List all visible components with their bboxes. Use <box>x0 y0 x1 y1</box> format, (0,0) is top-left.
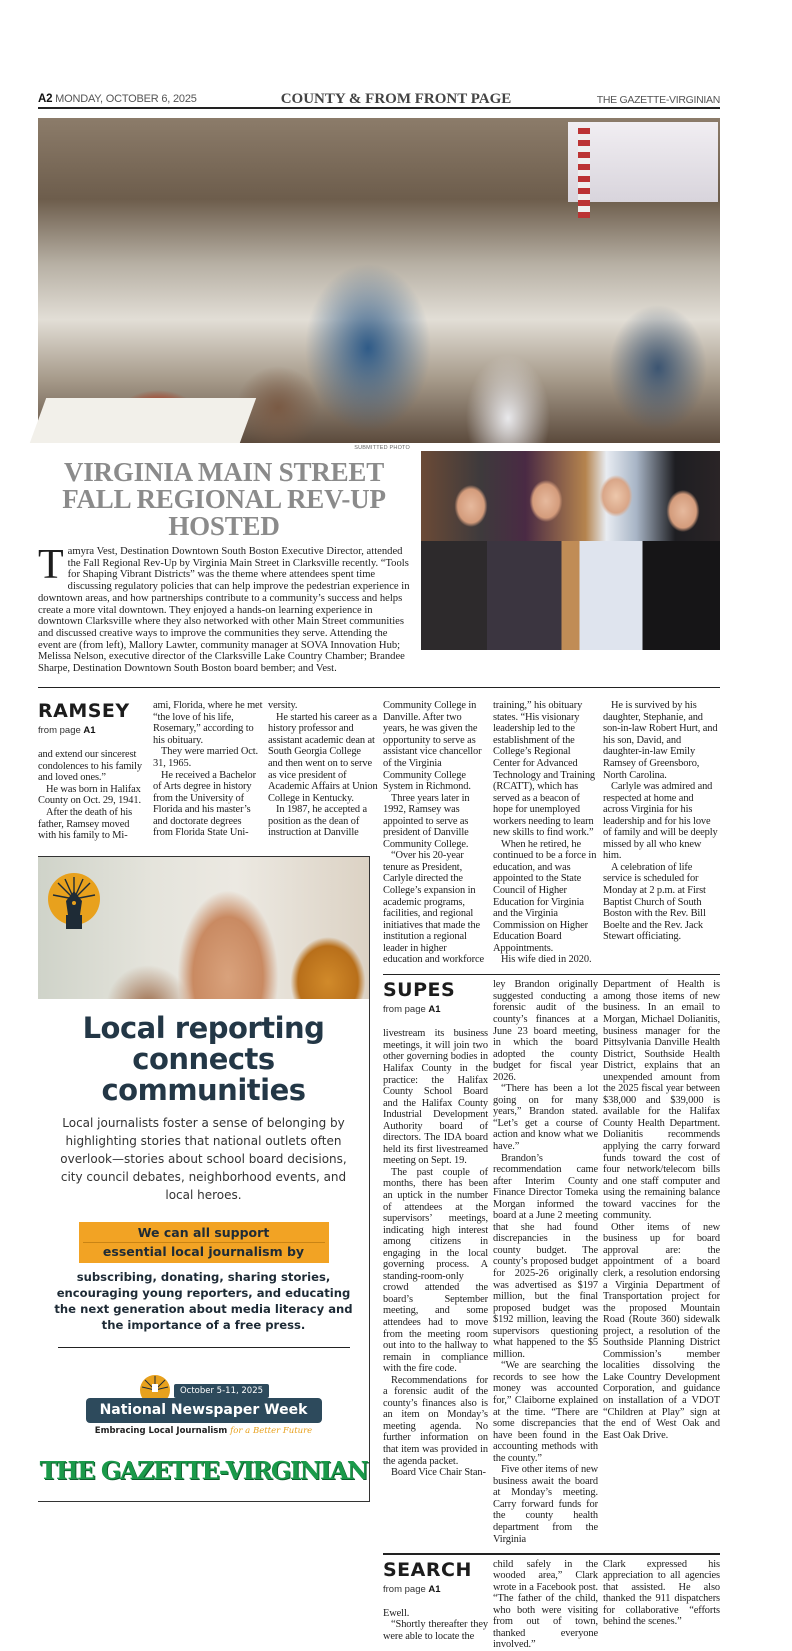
projector-screen <box>568 122 718 202</box>
header-rule <box>38 107 720 109</box>
stories-area <box>38 700 720 1651</box>
group-photo <box>421 451 720 650</box>
search-column <box>603 1559 720 1628</box>
issue-date: MONDAY, OCTOBER 6, 2025 <box>55 93 197 105</box>
supes-title: SUPES <box>383 979 456 1002</box>
jump-page-link[interactable]: A1 <box>83 725 96 737</box>
nnw-title: National Newspaper Week <box>86 1398 322 1423</box>
article-paragraph: “We are searching the records to see how the money was accounted for,” Claiborne explained at the time. “There are some discrepancies that have been found in the accounting methods with the county.” <box>493 1360 598 1464</box>
search-story <box>383 1559 720 1651</box>
newspaper-week-ad <box>38 856 370 1502</box>
article-paragraph: He was born in Halifax County on Oct. 29, 1941. <box>38 783 141 807</box>
ramsey-title: RAMSEY <box>38 700 130 723</box>
right-stories <box>383 700 720 1651</box>
photo-credit: SUBMITTED PHOTO <box>354 445 410 451</box>
article-paragraph: In 1987, he accepted a position as the dean of instruction at Danville <box>268 804 367 839</box>
ramsey-column <box>268 700 378 839</box>
ramsey-columns-right <box>383 700 720 966</box>
article-paragraph: Five other items of new business await the board at Monday’s meeting. Carry forward funds for the county health department from the Virginia <box>493 1464 598 1545</box>
article-paragraph: His wife died in 2020. <box>501 954 592 966</box>
caption-text: amyra Vest, Destination Downtown South Boston Executive Director, attended the Fall Regional Rev-Up by Virginia Main Street in Clarksville recently. “Tools for Shaping Vibrant Districts” was the theme where attendees spent time discussing regulatory policies that can help improve the pedestrian experience in downtown areas, and how partnerships contribute to a community’s success and helps create a more vital downtown. They enjoyed a hands-on learning experience in downtown Clarksville where they also networked with other Main Street communities and discussed creative ways to improve the communities they serve. Attending the event are (from left), Mallory Lawter, community manager at SOVA Innovation Hub; Melissa Nelson, executive director of the Clarksville Lake Country Chamber; Brandee Sharpe, Destination Downtown South Boston board bember; and Vest. <box>38 546 410 675</box>
supes-column-1 <box>383 979 488 1478</box>
ramsey-column <box>603 700 720 942</box>
search-column-1 <box>383 1559 488 1643</box>
article-paragraph: They were married Oct. 31, 1965. <box>153 746 259 769</box>
article-paragraph: He is survived by his daughter, Stephanie, and son-in-law Robert Hurt, and his son, David, and daughter-in-law Emily Ramsey of Greensboro, North Carolina. <box>603 700 718 781</box>
table <box>30 398 256 443</box>
section-title: COUNTY & FROM FRONT PAGE <box>280 91 512 107</box>
article-paragraph: Three years later in 1992, Ramsey was appointed to serve as president of Danville Community College. <box>383 792 470 850</box>
jump-page-link[interactable]: A1 <box>428 1004 441 1016</box>
banner-line-1: We can all support <box>137 1224 270 1240</box>
event-photo <box>38 118 720 443</box>
tagline-text: Embracing Local Journalism <box>94 1425 228 1436</box>
article-paragraph: ami, Florida, where he met “the love of his life, Rosemary,” according to his obituary. <box>153 700 263 746</box>
article-paragraph: versity. <box>268 700 298 712</box>
article-paragraph: He started his career as a history professor and assistant academic dean at South Georgia College and then went on to serve as vice president of Academic Affairs at Union College in Kentucky. <box>268 711 378 804</box>
article-paragraph: Board Vice Chair Stan- <box>391 1467 486 1479</box>
ramsey-column <box>383 700 488 966</box>
supes-column <box>603 979 720 1441</box>
gazette-virginian-logo: THE GAZETTE-VIRGINIAN <box>39 1455 368 1485</box>
article-paragraph: After the death of his father, Ramsey moved with his family to Mi- <box>38 806 133 842</box>
search-title: SEARCH <box>383 1558 472 1581</box>
article-paragraph: “There has been a lot going on for many years,” Brandon stated. “Let’s get a course of action and know what we have.” <box>493 1083 598 1152</box>
article-paragraph: Recommendations for a forensic audit of the county’s finances also is an item on Monday’s meeting agenda. No further information on that item was provided in the agenda packet. <box>383 1374 488 1467</box>
sunburst-icon <box>138 1370 172 1398</box>
article-paragraph: ley Brandon originally suggested conducting a forensic audit of the county’s finances at a June 23 board meeting, in which the board adopted the county budget for fiscal year 2026. <box>493 979 598 1083</box>
jump-line <box>383 1584 488 1596</box>
article-paragraph: A celebration of life service is scheduled for Monday at 2 p.m. at First Baptist Church of South Boston with the Rev. Bill Boelte and the Rev. Jack Stewart officiating. <box>603 861 706 943</box>
flag <box>578 128 590 218</box>
hands-photo <box>38 857 369 999</box>
article-paragraph: Carlyle was admired and respected at home and across Virginia for his leadership and for his love of family and will be deeply missed by all who knew him. <box>603 781 718 862</box>
article-paragraph: Ewell. <box>383 1607 410 1619</box>
nnw-top <box>138 1370 269 1398</box>
paper-name: THE GAZETTE-VIRGINIAN <box>596 94 720 106</box>
feature-caption <box>38 542 410 675</box>
ad-headline: Local reporting connects communities <box>82 1010 325 1107</box>
section-rule <box>383 1553 720 1555</box>
article-paragraph: training,” his obituary states. “His visionary leadership led to the establishment of the College’s Regional Center for Advanced Technology and Training (RCATT), which has served as a beacon of hope for unemployed workers needing to learn new skills to find work.” <box>493 700 596 839</box>
jump-line <box>383 1004 488 1016</box>
article-paragraph: He received a Bachelor of Arts degree in history from the University of Florida and his master’s and doctorate degrees from Florida State Uni- <box>153 769 257 839</box>
from-label: from page <box>38 725 81 737</box>
banner-line-2: essential local journalism by <box>83 1242 325 1261</box>
ramsey-column <box>493 700 598 966</box>
feature-row <box>38 444 720 675</box>
from-label: from page <box>383 1583 426 1595</box>
ramsey-columns-left <box>38 700 378 841</box>
nnw-logo <box>84 1370 324 1437</box>
article-paragraph: child safely in the wooded area,” Clark wrote in a Facebook post. “The father of the child, who both were visiting from out of town, thanked everyone involved.” <box>493 1558 598 1651</box>
supes-column <box>383 1028 488 1478</box>
article-paragraph: “Over his 20-year tenure as President, Carlyle directed the College’s expansion in academic programs, facilities, and regional initiatives that made the institution a regional leader in higher education and workforce <box>383 850 484 966</box>
pen-nib-sunburst-icon <box>46 869 102 937</box>
from-label: from page <box>383 1004 426 1016</box>
lower-page <box>38 444 720 1651</box>
left-stories <box>38 700 378 1502</box>
jump-page-link[interactable]: A1 <box>428 1583 441 1595</box>
drop-cap: T <box>38 542 64 588</box>
section-rule <box>383 974 720 976</box>
article-paragraph: The past couple of months, there has been an uptick in the number of attendees at the supervisors’ meetings, indicating high interest among citizens in engaging in the local governing process. A standing-room-only crowd attended the board’s September meeting, and some attendees had to move from the meeting room out into to the hallway to remain in compliance with the fire code. <box>383 1166 488 1375</box>
group-figures <box>421 541 720 650</box>
article-paragraph: Community College in Danville. After two years, he was given the opportunity to serve as assistant vice chancellor of the Virginia Community College System in Richmond. <box>383 700 482 793</box>
ad-rule <box>58 1347 350 1348</box>
article-paragraph: “Shortly thereafter they were able to locate the <box>383 1619 488 1642</box>
article-paragraph: Department of Health is among those items of new business. In an email to Morgan, Michael Dolianitis, business manager for the Pittsylvania Danville Health District, Southside Health District, explains that an unexpended amount from the 2025 fiscal year between $38,000 and $39,000 is available for the Halifax County Health Department. Dolianitis recommends applying the carry forward funds toward the cost of four network/telecom bills and one staff computer and using the remaining balance toward vaccines for the community. <box>603 979 720 1222</box>
search-column <box>493 1559 598 1651</box>
supes-story <box>383 979 720 1545</box>
supes-column <box>493 979 598 1545</box>
ad-banner <box>79 1222 329 1263</box>
article-paragraph: Brandon’s recommendation came after Interim County Finance Director Tomeka Morgan informed the board at a June 2 meeting that she had found discrepancies in the county budget. The county’s proposed budget for 2025-26 originally was advertised as $197 million, but the final proposed budget was $192 million, leaving the supervisors questioning what happened to the $5 million. <box>493 1152 598 1360</box>
ad-bold-body: subscribing, donating, sharing stories, encouraging young reporters, and educating the next generation about media literacy and the importance of a free press. <box>54 1269 353 1332</box>
search-column <box>383 1608 488 1643</box>
article-paragraph: When he retired, he continued to be a force in education, and was appointed to the State Council of Higher Education for Virginia and the Virginia Commission on Higher Education Board Appointments. <box>493 838 597 954</box>
ramsey-column <box>153 700 263 839</box>
article-paragraph: Clark expressed his appreciation to all agencies that assisted. He also thanked the 911 dispatchers for collaborative “efforts behind the scenes.” <box>603 1558 720 1628</box>
ad-body: Local journalists foster a sense of belonging by highlighting stories that national outlets often overlook—stories about school board decisions, city council debates, neighborhood events, and local heroes. <box>60 1115 347 1202</box>
ramsey-column <box>38 749 148 841</box>
ramsey-column-1 <box>38 700 148 841</box>
page-number: A2 <box>38 93 53 105</box>
article-paragraph: and extend our sincerest condolences to his family and loved ones.” <box>38 749 142 784</box>
nnw-date: October 5-11, 2025 <box>174 1384 269 1398</box>
feature-headline: VIRGINIA MAIN STREET FALL REGIONAL REV-UP HOSTED <box>62 457 386 541</box>
article-paragraph: Other items of new business up for board approval are: the appointment of a board clerk, a resolution endorsing a Virginia Department of Transportation project for the proposed Mountain Road (Route 360) sidewalk project, a resolution of the Southside Planning District Commission’s member localities dissolving the Lake Country Development Corporation, and guidance on installation of a VDOT “Children at Play” sign at the end of West Oak and East Oak Drive. <box>603 1221 720 1441</box>
section-rule <box>38 687 720 689</box>
tagline-script: for a Better Future <box>230 1425 313 1436</box>
article-paragraph: livestream its business meetings, it will join two other governing bodies in Halifax County in the practice: the Halifax County School Board and the Halifax County Industrial Development Authority board of directors. The IDA board held its first livestreamed meeting on Sept. 19. <box>383 1028 488 1167</box>
nnw-tagline <box>44 1426 364 1437</box>
page-folio <box>38 93 238 105</box>
feature-story <box>38 444 410 675</box>
jump-line <box>38 725 148 737</box>
